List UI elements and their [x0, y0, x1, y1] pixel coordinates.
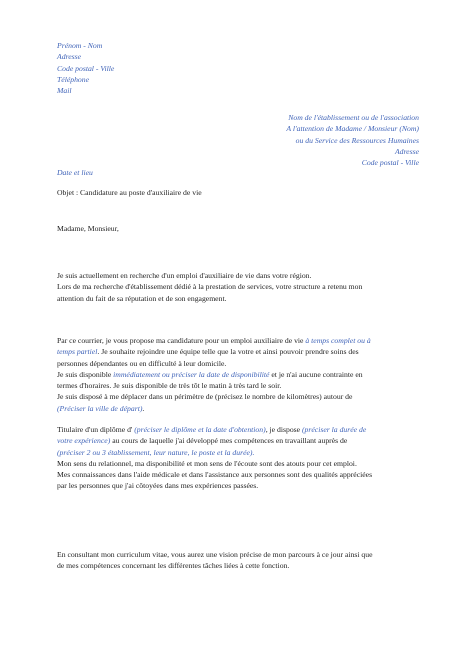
text-run: , je dispose: [265, 425, 302, 434]
text-run: Je suis disponible: [57, 369, 114, 379]
sender-postal-city: Code postal - Ville: [57, 63, 115, 73]
sender-name: Prénom - Nom: [57, 41, 103, 50]
paragraph-line: [57, 335, 419, 346]
paragraph-line: de mes compétences concernant les différentes tâches liées à cette fonction.: [57, 561, 290, 571]
paragraph-candidature: [57, 335, 419, 414]
placeholder-diploma: (préciser le diplôme et la date d'obtention): [134, 425, 266, 434]
text-run: . Je souhaite rejoindre une équipe telle que la votre et ainsi pouvoir prendre soins des: [97, 347, 359, 357]
recipient-address: Adresse: [394, 146, 419, 156]
sender-phone: Téléphone: [57, 74, 90, 84]
salutation: Madame, Monsieur,: [57, 224, 119, 233]
paragraph-line: Je suis actuellement en recherche d'un emploi d'auxiliaire de vie dans votre région.: [57, 271, 312, 280]
paragraph-line: [57, 435, 419, 446]
placeholder-experience-duration: (préciser la durée de: [302, 425, 367, 434]
recipient-postal-city: Code postal - Ville: [361, 158, 419, 168]
paragraph-line: [57, 369, 419, 380]
sender-address: Adresse: [57, 52, 82, 62]
recipient-block: [286, 112, 419, 168]
paragraph-line: Lors de ma recherche d'établissement dédié à la prestation de services, votre structure a retenu mon: [57, 282, 363, 292]
paragraph-line: termes d'horaires. Je suis disponible de très tôt le matin à très tard le soir.: [57, 381, 282, 391]
paragraph-line: [57, 403, 419, 414]
text-run: au cours de laquelle j'ai développé mes compétences en travaillant auprès de: [110, 436, 348, 446]
placeholder-work-time: à temps complet ou à: [305, 336, 371, 345]
sender-mail: Mail: [57, 86, 72, 96]
text-run: et je n'ai aucune contrainte en: [269, 369, 363, 379]
recipient-name: Nom de l'établissement ou de l'association: [288, 113, 419, 122]
paragraph-line: [57, 424, 419, 435]
paragraph-cv: [57, 549, 419, 572]
paragraph-line: Je suis disposé à me déplacer dans un périmètre de (précisez le nombre de kilomètres) autour de: [57, 392, 353, 402]
letter-object: Objet : Candidature au poste d'auxiliaire de vie: [57, 188, 202, 197]
placeholder-availability: immédiatement ou préciser la date de disponibilité: [113, 369, 270, 379]
paragraph-line: Mon sens du relationnel, ma disponibilité et mon sens de l'écoute sont des atouts pour cet emploi.: [57, 458, 357, 468]
text-run: Par ce courrier, je vous propose ma candidature pour un emploi auxiliaire de vie: [57, 336, 306, 345]
recipient-service: ou du Service des Ressources Humaines: [295, 135, 419, 145]
paragraph-line: Mes connaissances dans l'aide médicale et dans l'assistance aux personnes sont des qualités appréciées: [57, 470, 373, 480]
text-run: Titulaire d'un diplôme d': [57, 425, 135, 434]
paragraph-line: attention du fait de sa réputation et de son engagement.: [57, 293, 227, 303]
paragraph-line: [57, 346, 419, 357]
paragraph-line: En consultant mon curriculum vitae, vous aurez une vision précise de mon parcours à ce jour ainsi que: [57, 550, 373, 559]
paragraph-line: personnes dépendantes ou en difficulté à leur domicile.: [57, 358, 227, 368]
placeholder-experience-duration-cont: votre expérience): [57, 436, 111, 446]
paragraph-line: par les personnes que j'ai côtoyées dans mes expériences passées.: [57, 481, 259, 491]
text-run: .: [142, 403, 145, 413]
sender-block: [57, 40, 114, 96]
date-place: Date et lieu: [57, 168, 93, 177]
placeholder-departure-city: (Préciser la ville de départ): [57, 403, 143, 413]
paragraph-intro: [57, 270, 419, 304]
placeholder-work-time-cont: temps partiel: [57, 347, 98, 357]
paragraph-experience: [57, 424, 419, 492]
placeholder-establishments: (préciser 2 ou 3 établissement, leur nature, le poste et la durée).: [57, 447, 255, 457]
recipient-attention: A l'attention de Madame / Monsieur (Nom): [286, 124, 419, 134]
